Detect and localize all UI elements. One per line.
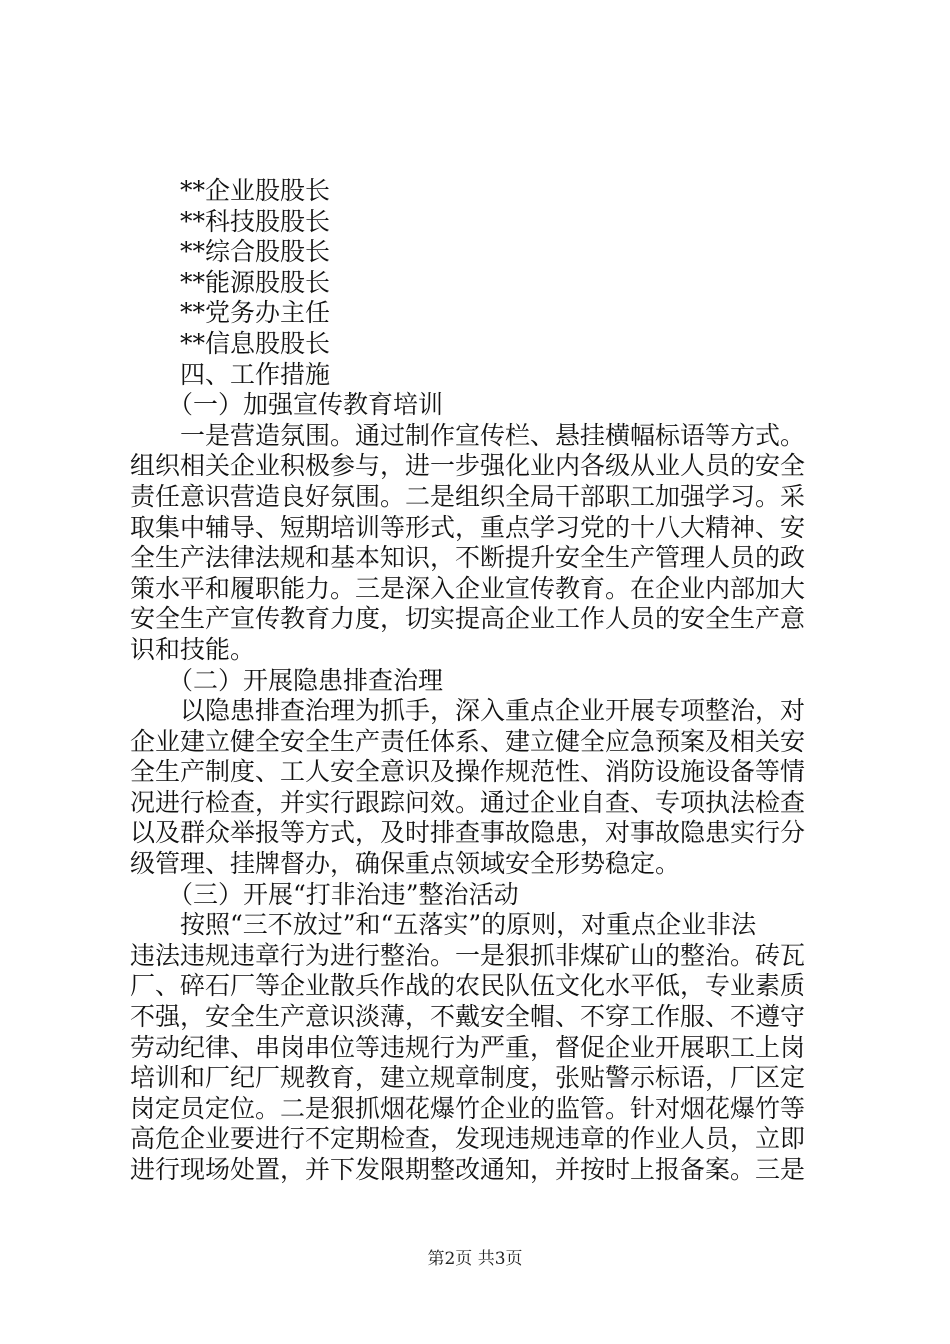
staff-line: **能源股股长: [180, 267, 331, 297]
paragraph-line: 识和技能。: [130, 634, 256, 664]
paragraph-line: 策水平和履职能力。三是深入企业宣传教育。在企业内部加大: [130, 573, 806, 603]
paragraph-line: 不强，安全生产意识淡薄，不戴安全帽、不穿工作服、不遵守: [130, 1002, 806, 1032]
staff-line: **党务办主任: [180, 298, 331, 328]
section-heading: 四、工作措施: [180, 359, 331, 389]
staff-line: **企业股股长: [180, 176, 331, 205]
staff-line: **综合股股长: [180, 237, 331, 267]
document-body: [130, 176, 830, 1186]
subsection-heading: （三）开展“打非治违”整治活动: [168, 879, 519, 909]
paragraph-line: 一是营造氛围。通过制作宣传栏、悬挂横幅标语等方式。: [180, 420, 806, 450]
subsection-heading: （二）开展隐患排查治理: [168, 665, 444, 695]
paragraph-line: 违法违规违章行为进行整治。一是狠抓非煤矿山的整治。砖瓦: [130, 940, 806, 970]
paragraph-line: 取集中辅导、短期培训等形式，重点学习党的十八大精神、安: [130, 512, 806, 542]
paragraph-line: 安全生产宣传教育力度，切实提高企业工作人员的安全生产意: [130, 604, 806, 634]
paragraph-line: 组织相关企业积极参与，进一步强化业内各级从业人员的安全: [130, 451, 806, 481]
paragraph-line: 以隐患排查治理为抓手，深入重点企业开展专项整治，对: [180, 696, 806, 726]
paragraph-line: 培训和厂纪厂规教育，建立规章制度，张贴警示标语，厂区定: [130, 1063, 806, 1093]
paragraph-line: 级管理、挂牌督办，确保重点领域安全形势稳定。: [130, 849, 681, 879]
paragraph-line: 厂、碎石厂等企业散兵作战的农民队伍文化水平低，专业素质: [130, 971, 806, 1001]
staff-line: **信息股股长: [180, 328, 331, 358]
page-number-footer: 第2页 共3页: [427, 1249, 523, 1269]
paragraph-line: 岗定员定位。二是狠抓烟花爆竹企业的监管。针对烟花爆竹等: [130, 1093, 806, 1123]
paragraph-line: 以及群众举报等方式，及时排查事故隐患，对事故隐患实行分: [130, 818, 806, 848]
paragraph-line: 责任意识营造良好氛围。二是组织全局干部职工加强学习。采: [130, 481, 806, 511]
paragraph-line: 高危企业要进行不定期检查，发现违规违章的作业人员，立即: [130, 1124, 806, 1154]
paragraph-line: 劳动纪律、串岗串位等违规行为严重，督促企业开展职工上岗: [130, 1032, 806, 1062]
paragraph-line: 全生产法律法规和基本知识，不断提升安全生产管理人员的政: [130, 543, 806, 573]
paragraph-line: 况进行检查，并实行跟踪问效。通过企业自查、专项执法检查: [130, 787, 806, 817]
subsection-heading: （一）加强宣传教育培训: [168, 390, 444, 420]
paragraph-line: 全生产制度、工人安全意识及操作规范性、消防设施设备等情: [130, 757, 806, 787]
paragraph-line: 企业建立健全安全生产责任体系、建立健全应急预案及相关安: [130, 726, 806, 756]
paragraph-line: 按照“三不放过”和“五落实”的原则，对重点企业非法: [180, 910, 757, 940]
staff-line: **科技股股长: [180, 206, 331, 236]
paragraph-line: 进行现场处置，并下发限期整改通知，并按时上报备案。三是: [130, 1155, 806, 1184]
